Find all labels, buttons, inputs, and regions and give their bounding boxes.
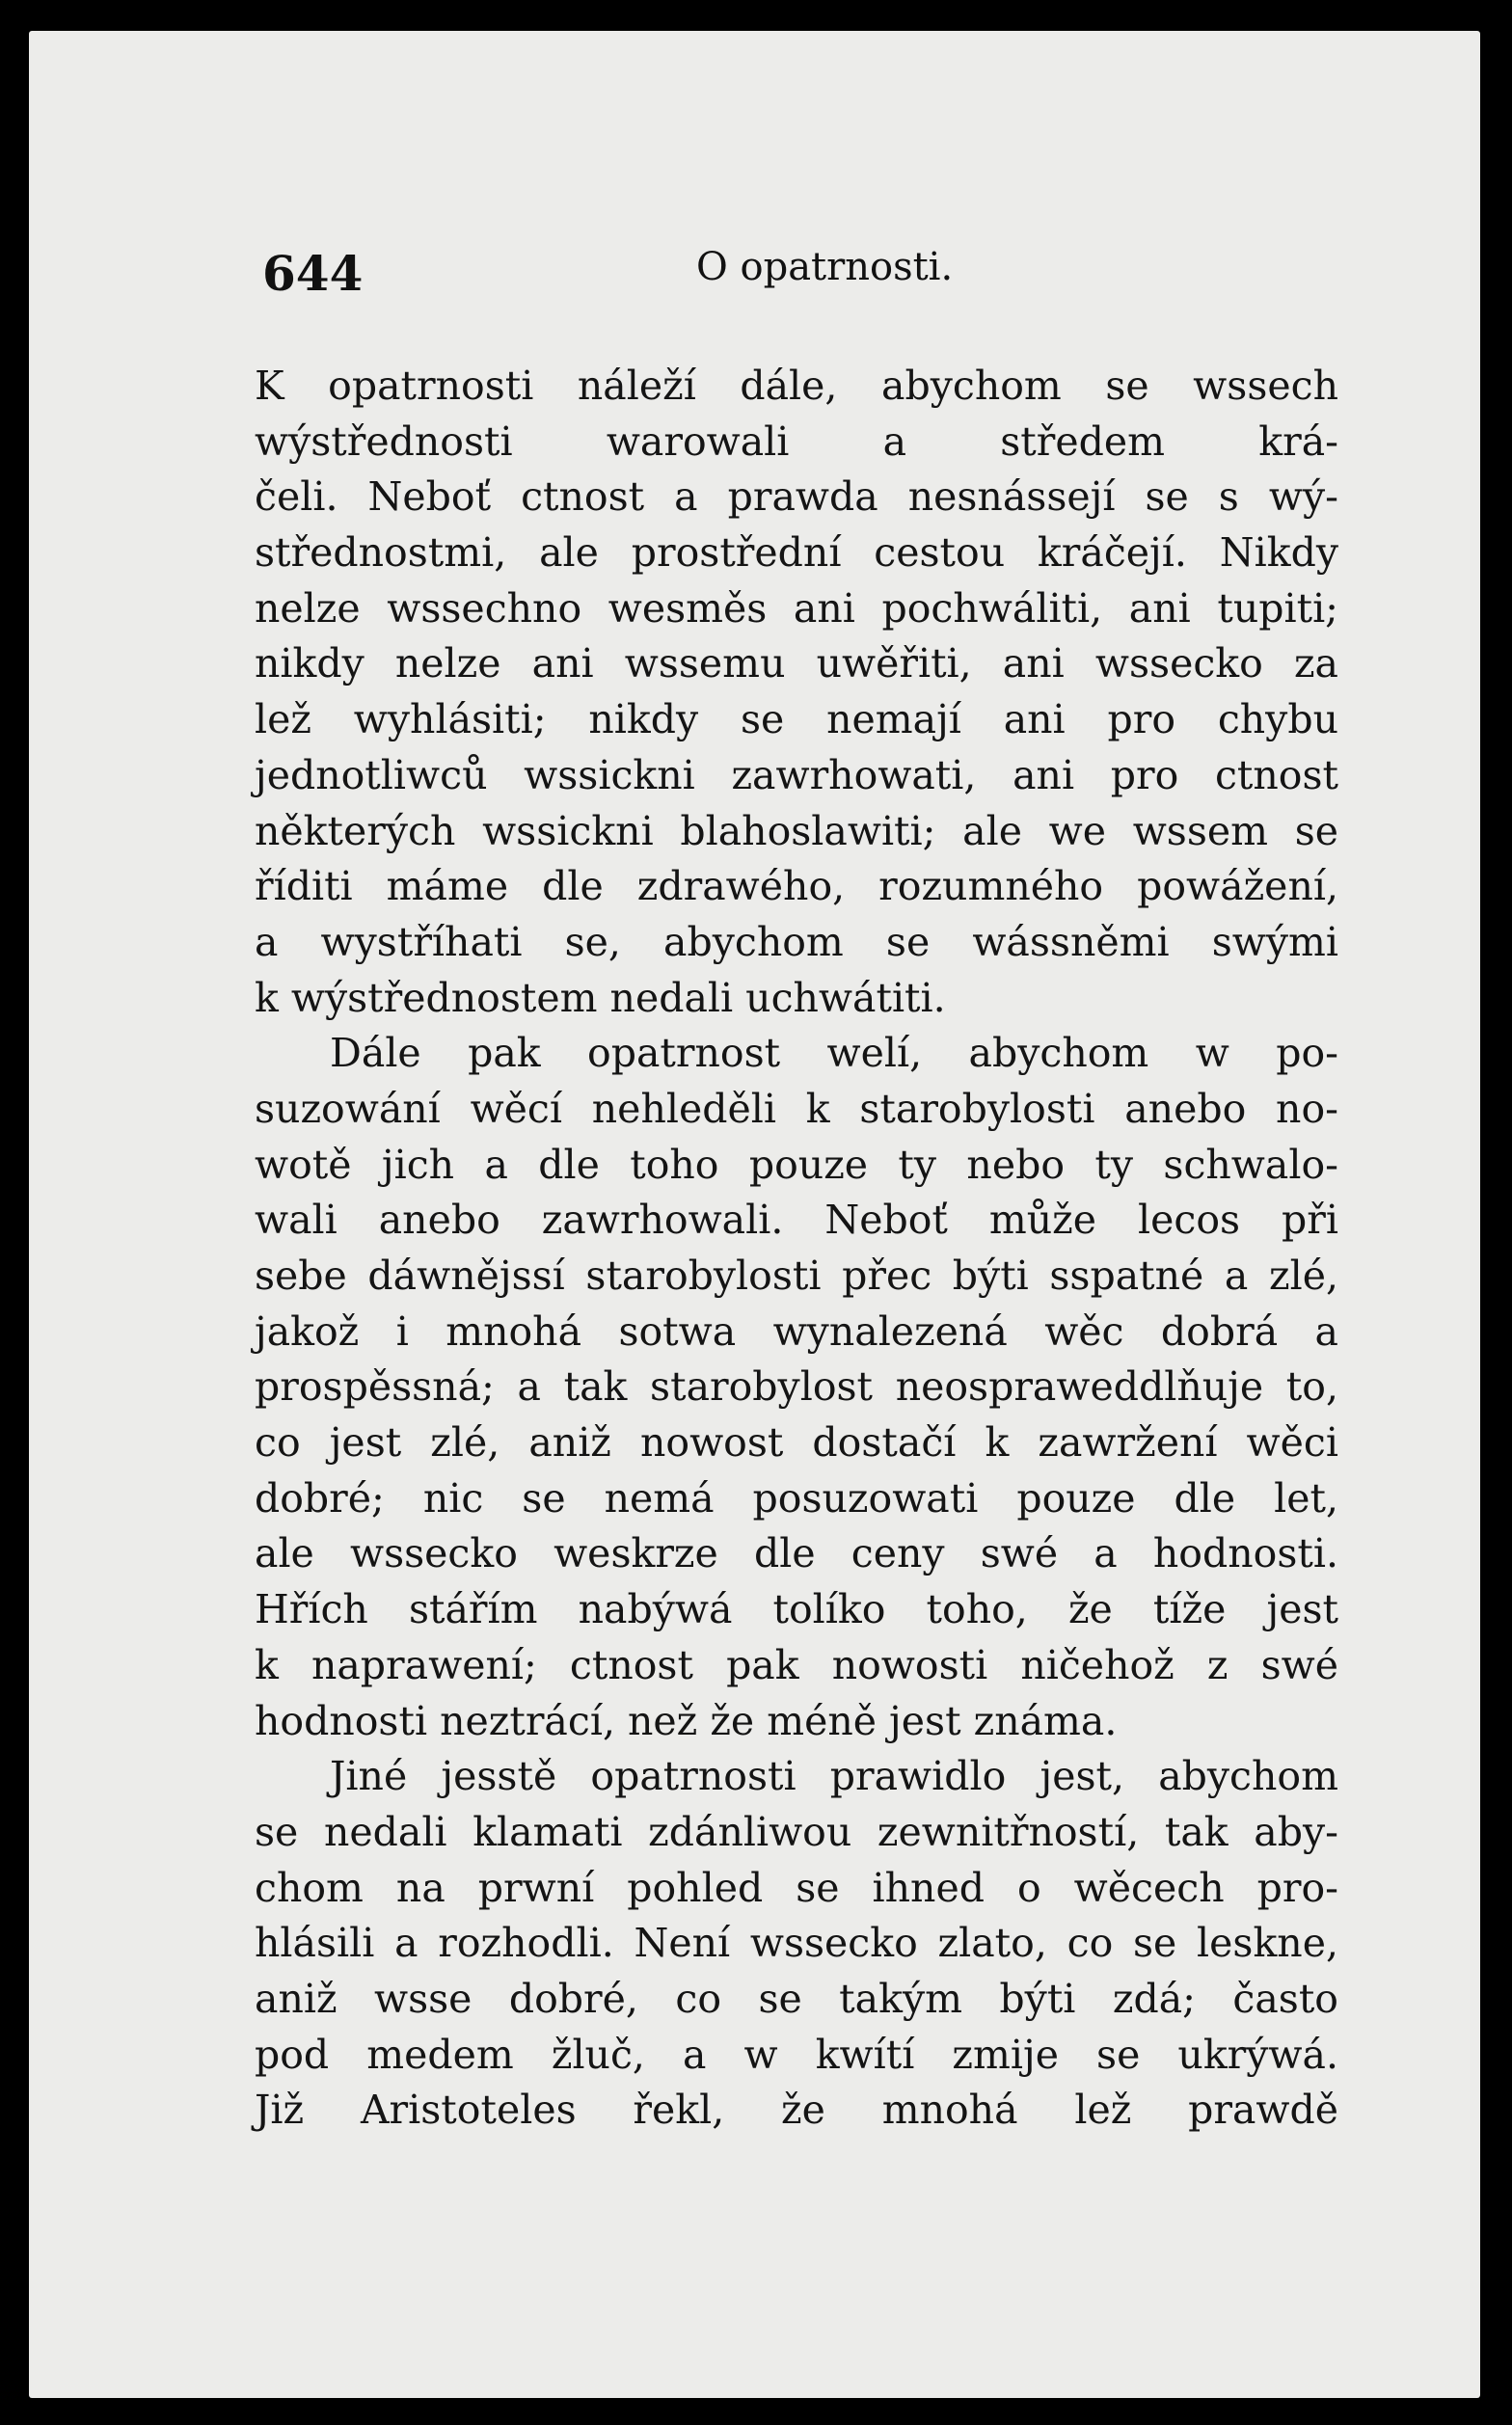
text-line: nelze wssechno wesměs ani pochwáliti, ani tupiti;: [255, 584, 1338, 632]
text-line: lež wyhlásiti; nikdy se nemají ani pro chybu: [255, 696, 1338, 743]
paper-sheet: [29, 31, 1480, 2398]
text-line: nikdy nelze ani wssemu uwěřiti, ani wssecko za: [255, 640, 1338, 687]
text-line: hlásili a rozhodli. Není wssecko zlato, co se leskne,: [255, 1920, 1338, 1967]
running-title: O opatrnosti.: [696, 245, 954, 289]
text-line: se nedali klamati zdánliwou zewnitřností, tak aby-: [255, 1808, 1338, 1855]
text-line: wali anebo zawrhowali. Neboť může lecos při: [255, 1197, 1338, 1244]
text-line: wýstřednosti warowali a středem krá-: [255, 418, 1338, 465]
text-line: dobré; nic se nemá posuzowati pouze dle let,: [255, 1474, 1338, 1522]
text-line: Již Aristoteles řekl, že mnohá lež prawdě: [255, 2087, 1338, 2134]
text-line: chom na prwní pohled se ihned o wěcech pro-: [255, 1864, 1338, 1911]
text-line: Dále pak opatrnost welí, abychom w po-: [330, 1030, 1338, 1077]
text-line: čeli. Neboť ctnost a prawda nesnássejí se s wý-: [255, 473, 1338, 521]
text-line: Jiné jesstě opatrnosti prawidlo jest, abychom: [330, 1753, 1338, 1800]
text-line: suzowání wěcí nehleděli k starobylosti anebo no-: [255, 1085, 1338, 1132]
body-text: [255, 359, 1338, 2139]
text-line: jednotliwců wssickni zawrhowati, ani pro ctnost: [255, 751, 1338, 798]
text-line: jakož i mnohá sotwa wynalezená wěc dobrá a: [255, 1307, 1338, 1355]
text-line: střednostmi, ale prostřední cestou kráčejí. Nikdy: [255, 529, 1338, 577]
text-line: k naprawení; ctnost pak nowosti ničehož z swé: [255, 1641, 1338, 1688]
text-line: některých wssickni blahoslawiti; ale we wssem se: [255, 807, 1338, 854]
text-line: říditi máme dle zdrawého, rozumného powážení,: [255, 863, 1338, 910]
text-line: pod medem žluč, a w kwítí zmije se ukrýwá.: [255, 2031, 1338, 2078]
text-line: sebe dáwnějssí starobylosti přec býti sspatné a zlé,: [255, 1253, 1338, 1299]
text-line: wotě jich a dle toho pouze ty nebo ty schwalo-: [255, 1141, 1338, 1188]
text-line: co jest zlé, aniž nowost dostačí k zawržení wěci: [255, 1419, 1338, 1467]
text-line: ale wssecko weskrze dle ceny swé a hodnosti.: [255, 1530, 1338, 1577]
text-line: a wystříhati se, abychom se wássněmi swými: [255, 918, 1338, 965]
text-line: k wýstřednostem nedali uchwátiti.: [255, 974, 946, 1021]
text-line: Hřích stářím nabýwá tolíko toho, že tíže jest: [255, 1586, 1338, 1633]
text-line: hodnosti neztrácí, než že méně jest známa.: [255, 1697, 1118, 1744]
text-line: prospěssná; a tak starobylost neospraweddlňuje to,: [255, 1363, 1338, 1411]
text-line: aniž wsse dobré, co se takým býti zdá; často: [255, 1975, 1338, 2022]
text-line: K opatrnosti náleží dále, abychom se wssech: [255, 363, 1338, 409]
page-number: 644: [262, 245, 364, 302]
